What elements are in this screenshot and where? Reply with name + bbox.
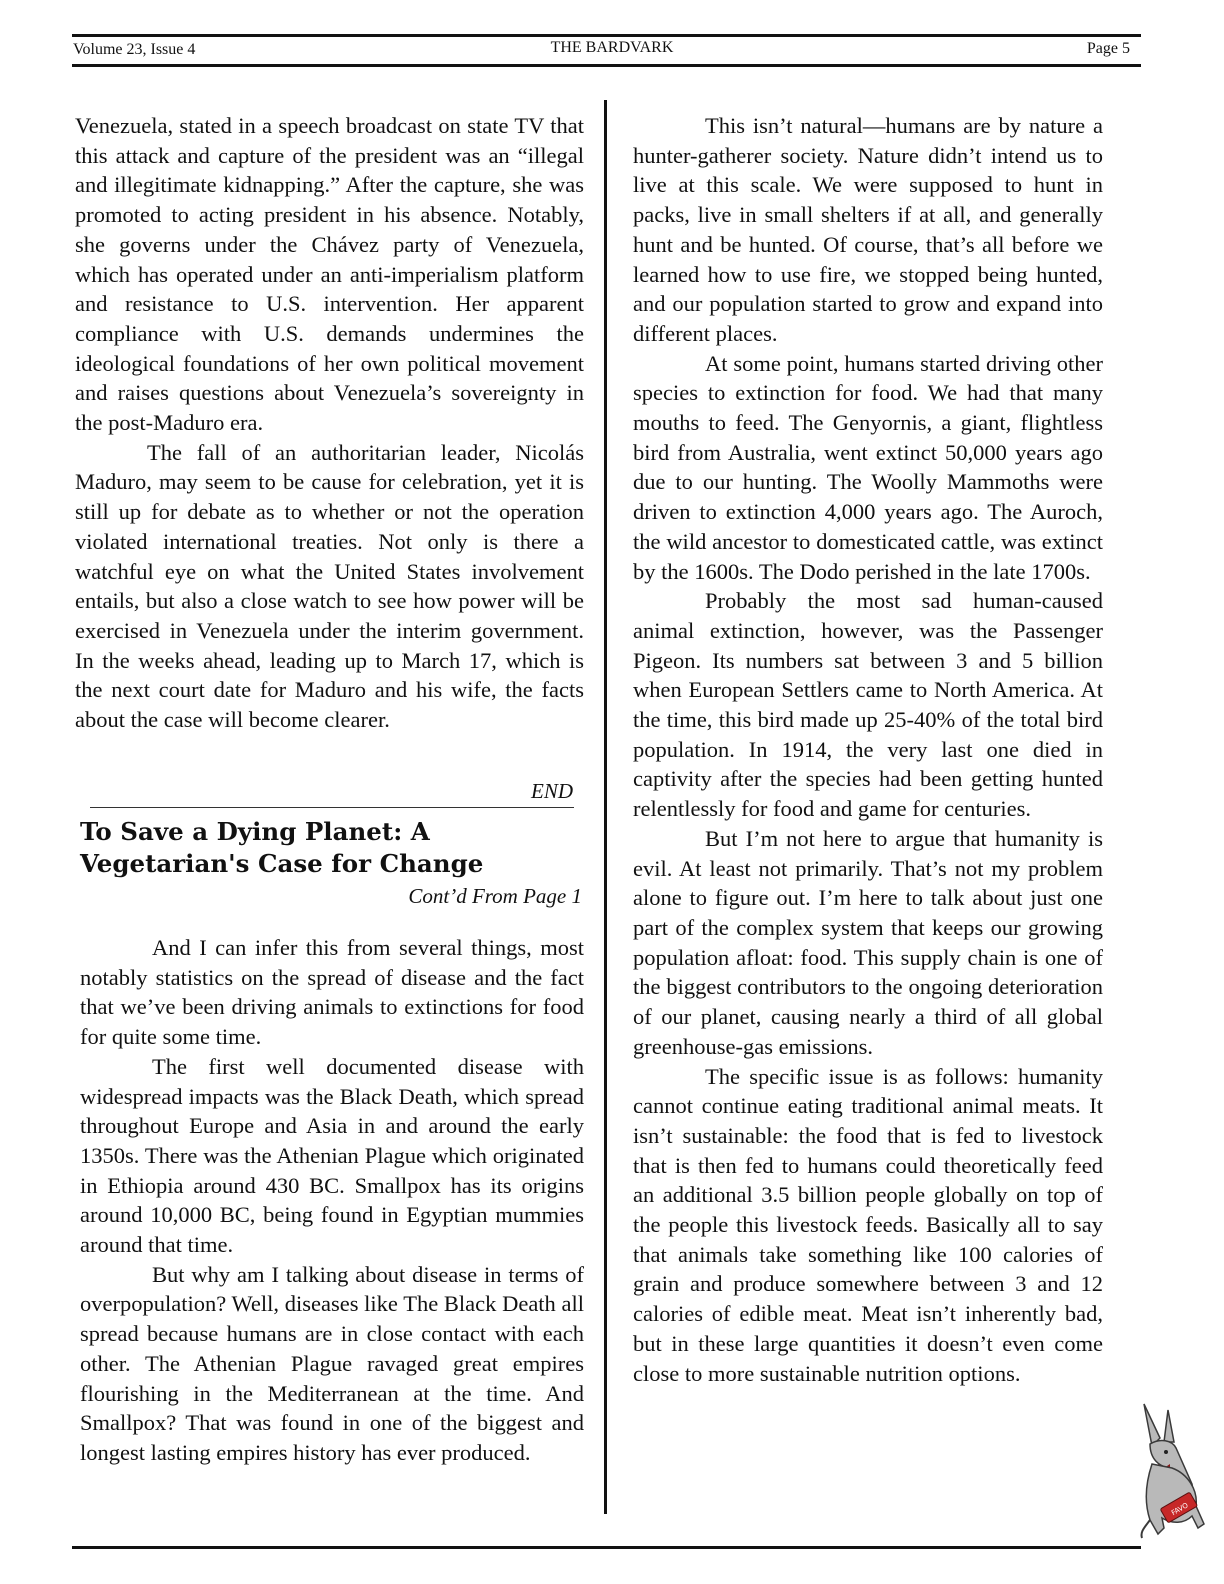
continued-article-body xyxy=(75,111,584,735)
article-paragraph: But why am I talking about disease in terms of overpopulation? Well, diseases like The Black Death all spread because humans are in close contact with each other. The Athenian Plague ravaged great empires flourishing in the Mediterranean at the time. And Smallpox? That was found in one of the biggest and longest lasting empires history has ever produced. xyxy=(80,1261,584,1465)
article-paragraph: This isn’t natural—humans are by nature a hunter-gatherer society. Nature didn’t intend us to live at this scale. We were supposed to hunt in packs, live in small shelters if at all, and generally hunt and be hunted. Of course, that’s all before we learned how to use fire, we stopped being hunted, and our population started to grow and expand into different places. xyxy=(633,113,1103,346)
page-number: Page 5 xyxy=(1086,40,1130,57)
publication-title: THE BARDVARK xyxy=(550,39,674,56)
article-headline: To Save a Dying Planet: A Vegetarian's Case for Change xyxy=(80,817,484,878)
article-paragraph: At some point, humans started driving other species to extinction for food. We had that many mouths to feed. The Genyornis, a giant, flightless bird from Australia, went extinct 50,000 years ago due to our hunting. The Woolly Mammoths were driven to extinction 4,000 years ago. The Auroch, the wild ancestor to domesticated cattle, was extinct by the 1600s. The Dodo perished in the late 1700s. xyxy=(633,350,1103,584)
column-divider xyxy=(604,100,607,1514)
article-paragraph: The first well documented disease with widespread impacts was the Black Death, which spread throughout Europe and Asia in and around the early 1350s. There was the Athenian Plague which originated in Ethiopia around 430 BC. Smallpox has its origins around 10,000 BC, being found in Egyptian mummies around that time. xyxy=(80,1053,584,1258)
article-paragraph: The fall of an authoritarian leader, Nicolás Maduro, may seem to be cause for celebration, yet it is still up for debate as to whether or not the operation violated international treaties. Not only is there a watchful eye on what the United States involvement entails, but also a close watch to see how power will be exercised in Venezuela under the interim government. In the weeks ahead, leading up to March 17, which is the next court date for Maduro and his wife, the facts about the case will become clearer. xyxy=(75,439,584,733)
mascot-book-label: FAVO xyxy=(1170,1501,1190,1518)
article-paragraph: The specific issue is as follows: humanity cannot continue eating traditional animal meats. It isn’t sustainable: the food that is fed to livestock that is then fed to humans could theoretically feed an additional 3.5 billion people globally on top of the people this livestock feeds. Basically all to say that animals take something like 100 calories of grain and produce somewhere between 3 and 12 calories of edible meat. Meat isn’t inherently bad, but in these large quantities it doesn’t even come close to more sustainable nutrition options. xyxy=(633,1063,1103,1386)
footer-rule xyxy=(72,1546,1141,1549)
issue-info: Volume 23, Issue 4 xyxy=(73,41,196,58)
continued-from-note: Cont’d From Page 1 xyxy=(408,884,582,908)
header-bottom-rule xyxy=(72,64,1141,67)
article-paragraph: But I’m not here to argue that humanity is evil. At least not primarily. That’s not my problem alone to figure out. I’m here to talk about just one part of the complex system that keeps our growing population afloat: food. This supply chain is one of the biggest contributors to the ongoing deterioration of our planet, causing nearly a third of all global greenhouse-gas emissions. xyxy=(633,825,1103,1059)
article-body-left xyxy=(80,933,584,1468)
article-separator-rule xyxy=(90,807,574,808)
end-marker: END xyxy=(531,779,573,803)
article-paragraph: And I can infer this from several things, most notably statistics on the spread of disease and the fact that we’ve been driving animals to extinctions for food for quite some time. xyxy=(80,935,584,1050)
article-body-right xyxy=(633,111,1103,1388)
article-paragraph: Probably the most sad human-caused animal extinction, however, was the Passenger Pigeon. Its numbers sat between 3 and 5 billion when European Settlers came to North America. At the time, this bird made up 25-40% of the total bird population. In 1914, the very last one died in captivity after the species had been getting hunted relentlessly for food and game for centuries. xyxy=(633,588,1103,822)
header-top-rule xyxy=(72,34,1141,37)
article-paragraph: Venezuela, stated in a speech broadcast on state TV that this attack and capture of the president was an “illegal and illegitimate kidnapping.” After the capture, she was promoted to acting president in his absence. Notably, she governs under the Chávez party of Venezuela, which has operated under an anti-imperialism platform and resistance to U.S. intervention. Her apparent compliance with U.S. demands undermines the ideological foundations of her own political movement and raises questions about Venezuela’s sovereignty in the post-Maduro era. xyxy=(75,113,584,436)
aardvark-mascot-icon xyxy=(1138,1402,1206,1540)
